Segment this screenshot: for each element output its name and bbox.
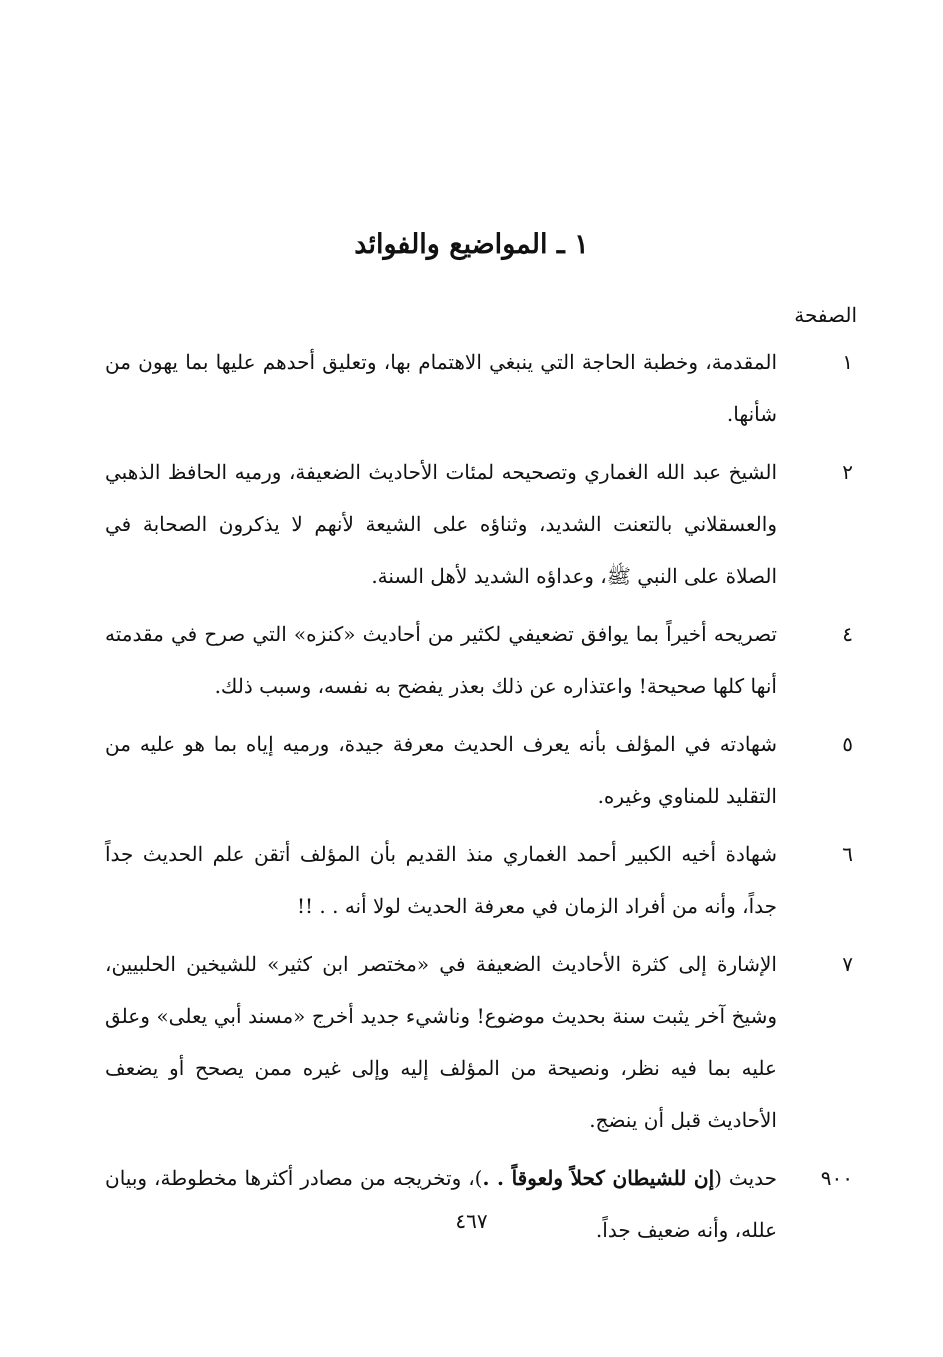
entry-page-number: ٩٠٠ bbox=[820, 1166, 853, 1190]
entry-page-number: ٢ bbox=[842, 460, 853, 484]
page-number: ٤٦٧ bbox=[455, 1209, 488, 1233]
entry-text-hadith-quote: إن للشيطان كحلاً ولعوقاً . . bbox=[482, 1166, 715, 1190]
entry-page-number: ١ bbox=[842, 350, 853, 374]
page-title: ١ ـ المواضيع والفوائد bbox=[354, 229, 589, 260]
entry-page-number: ٤ bbox=[842, 622, 853, 646]
entry-page-number: ٧ bbox=[842, 952, 853, 976]
page-column-label: الصفحة bbox=[794, 303, 857, 327]
list-item bbox=[105, 828, 857, 932]
entry-text-suffix: )، وتخريجه من مصادر أكثرها مخطوطة، وبيان علله، وأنه ضعيف جداً. bbox=[105, 1166, 777, 1242]
entry-text: شهادة أخيه الكبير أحمد الغماري منذ القديم بأن المؤلف أتقن علم الحديث جداً جداً، وأنه من أفراد الزمان في معرفة الحديث لولا أنه . . !! bbox=[105, 842, 777, 918]
entry-page-number: ٥ bbox=[842, 732, 853, 756]
entry-text: الشيخ عبد الله الغماري وتصحيحه لمئات الأحاديث الضعيفة، ورميه الحافظ الذهبي والعسقلاني بالتعنت الشديد، وثناؤه على الشيعة لأنهم لا يذكرون الصحابة في الصلاة على النبي ﷺ، وعداؤه الشديد لأهل السنة. bbox=[105, 460, 778, 588]
entry-text: شهادته في المؤلف بأنه يعرف الحديث معرفة جيدة، ورميه إياه بما هو عليه من التقليد للمناوي وغيره. bbox=[105, 732, 777, 808]
list-item bbox=[105, 938, 857, 1146]
entry-text: المقدمة، وخطبة الحاجة التي ينبغي الاهتمام بها، وتعليق أحدهم عليها بما يهون من شأنها. bbox=[105, 350, 777, 426]
entry-text-prefix: حديث ( bbox=[714, 1166, 777, 1190]
list-item bbox=[105, 718, 857, 822]
entry-text: الإشارة إلى كثرة الأحاديث الضعيفة في «مختصر ابن كثير» للشيخين الحلبيين، وشيخ آخر يثبت سنة بحديث موضوع! وناشيء جديد أخرج «مسند أبي يعلى» وعلق عليه بما فيه نظر، ونصيحة من المؤلف إليه وإلى غيره ممن يصحح أو يضعف الأحاديث قبل أن ينضج. bbox=[105, 952, 777, 1132]
entry-text: تصريحه أخيراً بما يوافق تضعيفي لكثير من أحاديث «كنزه» التي صرح في مقدمته أنها كلها صحيحة! واعتذاره عن ذلك بعذر يفضح به نفسه، وسبب ذلك. bbox=[105, 622, 777, 698]
list-item bbox=[105, 608, 857, 712]
entry-page-number: ٦ bbox=[842, 842, 853, 866]
list-item bbox=[105, 446, 857, 602]
topics-list bbox=[105, 336, 857, 1262]
list-item bbox=[105, 336, 857, 440]
